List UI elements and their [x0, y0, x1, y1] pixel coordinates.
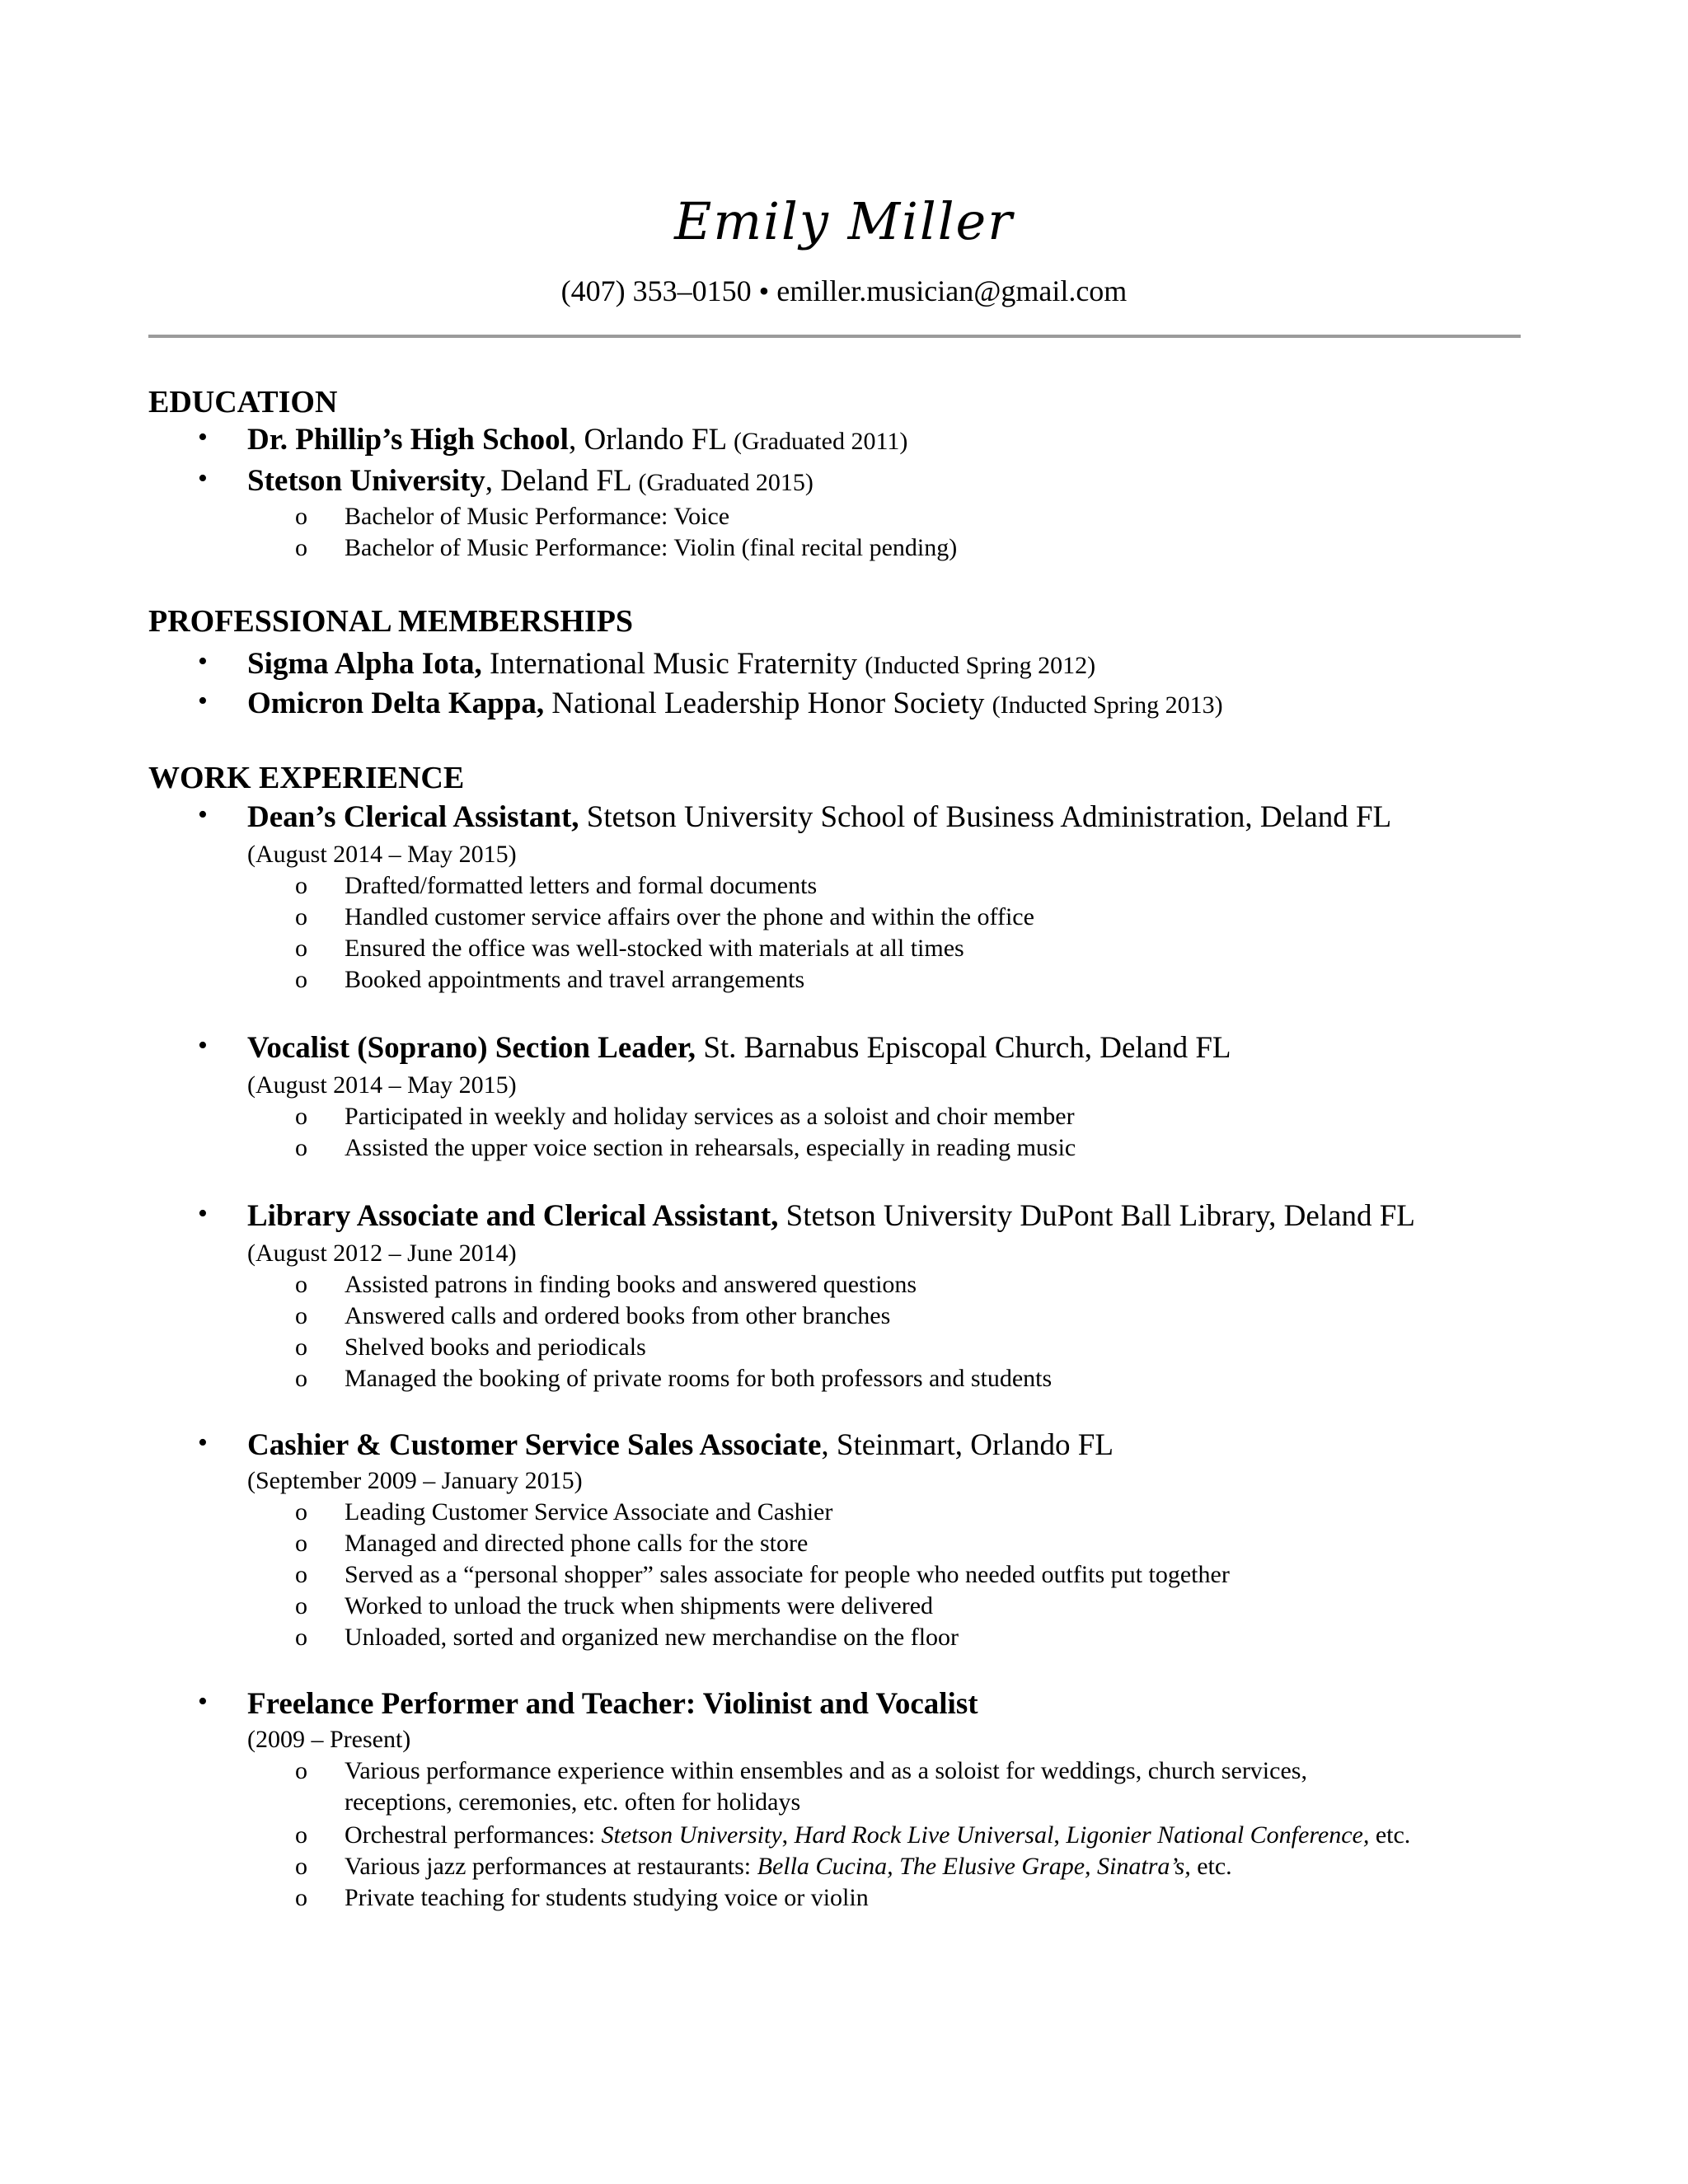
school-name: Dr. Phillip’s High School: [247, 423, 569, 457]
duty-text: Private teaching for students studying voice or violin: [345, 1884, 869, 1911]
venue-name: Stetson University: [601, 1821, 782, 1849]
job-title: Library Associate and Clerical Assistant,: [247, 1199, 779, 1233]
job-dates: (September 2009 – January 2015): [247, 1467, 583, 1494]
membership-description: National Leadership Honor Society: [544, 687, 992, 720]
sub-bullet-icon: o: [295, 1498, 307, 1526]
sub-bullet-icon: o: [295, 1530, 307, 1557]
sub-bullet-icon: o: [295, 1561, 307, 1588]
inducted-note: (Inducted Spring 2012): [865, 652, 1096, 679]
bullet-icon: •: [198, 422, 208, 452]
duty-text: Ensured the office was well-stocked with materials at all times: [345, 935, 964, 962]
inducted-note: (Inducted Spring 2013): [992, 691, 1223, 719]
duty-text: Managed the booking of private rooms for both professors and students: [345, 1365, 1053, 1392]
separator: ,: [1053, 1821, 1067, 1849]
sub-bullet-icon: o: [295, 1624, 307, 1651]
duty-text: Booked appointments and travel arrangements: [345, 966, 805, 993]
membership-name: Omicron Delta Kappa,: [247, 687, 545, 720]
job-employer: Stetson University DuPont Ball Library, Deland FL: [778, 1199, 1415, 1233]
bullet-icon: •: [198, 463, 208, 494]
duty-text: Assisted the upper voice section in rehearsals, especially in reading music: [345, 1134, 1076, 1161]
separator: ,: [781, 1821, 795, 1849]
sub-bullet-icon: o: [295, 1757, 307, 1784]
job-dates: (August 2014 – May 2015): [247, 841, 517, 868]
venue-names: Bella Cucina, The Elusive Grape, Sinatra’s,: [757, 1853, 1191, 1880]
duty-text: [345, 1853, 1232, 1881]
job-dates: (2009 – Present): [247, 1726, 411, 1753]
degree-text: Bachelor of Music Performance: Violin (final recital pending): [345, 534, 958, 561]
bullet-icon: •: [198, 646, 208, 677]
sub-bullet-icon: o: [295, 966, 307, 993]
graduation-note: (Graduated 2011): [734, 428, 908, 455]
job-dates: (August 2014 – May 2015): [247, 1071, 517, 1099]
venue-name: Hard Rock Live Universal: [794, 1821, 1054, 1849]
bullet-icon: •: [198, 1427, 208, 1458]
school-location: , Deland FL: [485, 464, 639, 498]
sub-bullet-icon: o: [295, 1333, 307, 1361]
duty-prefix: Various jazz performances at restaurants:: [345, 1853, 757, 1880]
resume-name: Emily Miller: [674, 191, 1014, 251]
duty-text: Worked to unload the truck when shipments were delivered: [345, 1592, 934, 1619]
bullet-icon: •: [198, 686, 208, 716]
job-title: Freelance Performer and Teacher: Violinist and Vocalist: [247, 1687, 978, 1721]
education-heading: EDUCATION: [148, 385, 338, 419]
bullet-icon: •: [198, 1030, 208, 1061]
sub-bullet-icon: o: [295, 1103, 307, 1130]
duty-text: [345, 1821, 1410, 1849]
duty-suffix: etc.: [1369, 1821, 1411, 1849]
header-divider: [148, 335, 1521, 338]
job-title: Vocalist (Soprano) Section Leader,: [247, 1031, 696, 1065]
job-employer: Stetson University School of Business Administration, Deland FL: [579, 800, 1392, 834]
degree-text: Bachelor of Music Performance: Voice: [345, 503, 730, 530]
graduation-note: (Graduated 2015): [638, 469, 814, 496]
memberships-heading: PROFESSIONAL MEMBERSHIPS: [148, 604, 634, 639]
duty-suffix: etc.: [1190, 1853, 1232, 1880]
sub-bullet-icon: o: [295, 1365, 307, 1392]
duty-text: Leading Customer Service Associate and Cashier: [345, 1498, 833, 1526]
job-employer: , Steinmart, Orlando FL: [821, 1428, 1114, 1462]
duty-text: Assisted patrons in finding books and answered questions: [345, 1271, 917, 1298]
sub-bullet-icon: o: [295, 1592, 307, 1619]
bullet-icon: •: [198, 1198, 208, 1229]
work-heading: WORK EXPERIENCE: [148, 761, 465, 795]
duty-text: Various performance experience within ensembles and as a soloist for weddings, church services,: [345, 1757, 1307, 1784]
duty-text: Managed and directed phone calls for the store: [345, 1530, 809, 1557]
bullet-icon: •: [198, 1686, 208, 1717]
job-title: Cashier & Customer Service Sales Associate: [247, 1428, 822, 1462]
bullet-icon: •: [198, 799, 208, 830]
duty-text: Served as a “personal shopper” sales associate for people who needed outfits put together: [345, 1561, 1230, 1588]
sub-bullet-icon: o: [295, 872, 307, 899]
duty-text: receptions, ceremonies, etc. often for holidays: [345, 1788, 801, 1816]
job-employer: St. Barnabus Episcopal Church, Deland FL: [696, 1031, 1231, 1065]
sub-bullet-icon: o: [295, 1853, 307, 1880]
sub-bullet-icon: o: [295, 1302, 307, 1329]
sub-bullet-icon: o: [295, 935, 307, 962]
membership-name: Sigma Alpha Iota,: [247, 647, 482, 681]
school-name: Stetson University: [247, 464, 485, 498]
sub-bullet-icon: o: [295, 1821, 307, 1849]
duty-text: Handled customer service affairs over the phone and within the office: [345, 903, 1034, 930]
school-location: , Orlando FL: [568, 423, 734, 457]
sub-bullet-icon: o: [295, 1271, 307, 1298]
sub-bullet-icon: o: [295, 1884, 307, 1911]
sub-bullet-icon: o: [295, 503, 307, 530]
job-title: Dean’s Clerical Assistant,: [247, 800, 579, 834]
duty-text: Drafted/formatted letters and formal documents: [345, 872, 818, 899]
duty-text: Shelved books and periodicals: [345, 1333, 646, 1361]
duty-prefix: Orchestral performances:: [345, 1821, 602, 1849]
duty-text: Answered calls and ordered books from other branches: [345, 1302, 891, 1329]
duty-text: Unloaded, sorted and organized new merchandise on the floor: [345, 1624, 959, 1651]
venue-name: Ligonier National Conference,: [1066, 1821, 1370, 1849]
sub-bullet-icon: o: [295, 534, 307, 561]
contact-line: (407) 353–0150 • emiller.musician@gmail.com: [560, 274, 1128, 307]
job-dates: (August 2012 – June 2014): [247, 1240, 517, 1267]
duty-text: Participated in weekly and holiday services as a soloist and choir member: [345, 1103, 1075, 1130]
sub-bullet-icon: o: [295, 903, 307, 930]
membership-description: International Music Fraternity: [481, 647, 865, 681]
sub-bullet-icon: o: [295, 1134, 307, 1161]
